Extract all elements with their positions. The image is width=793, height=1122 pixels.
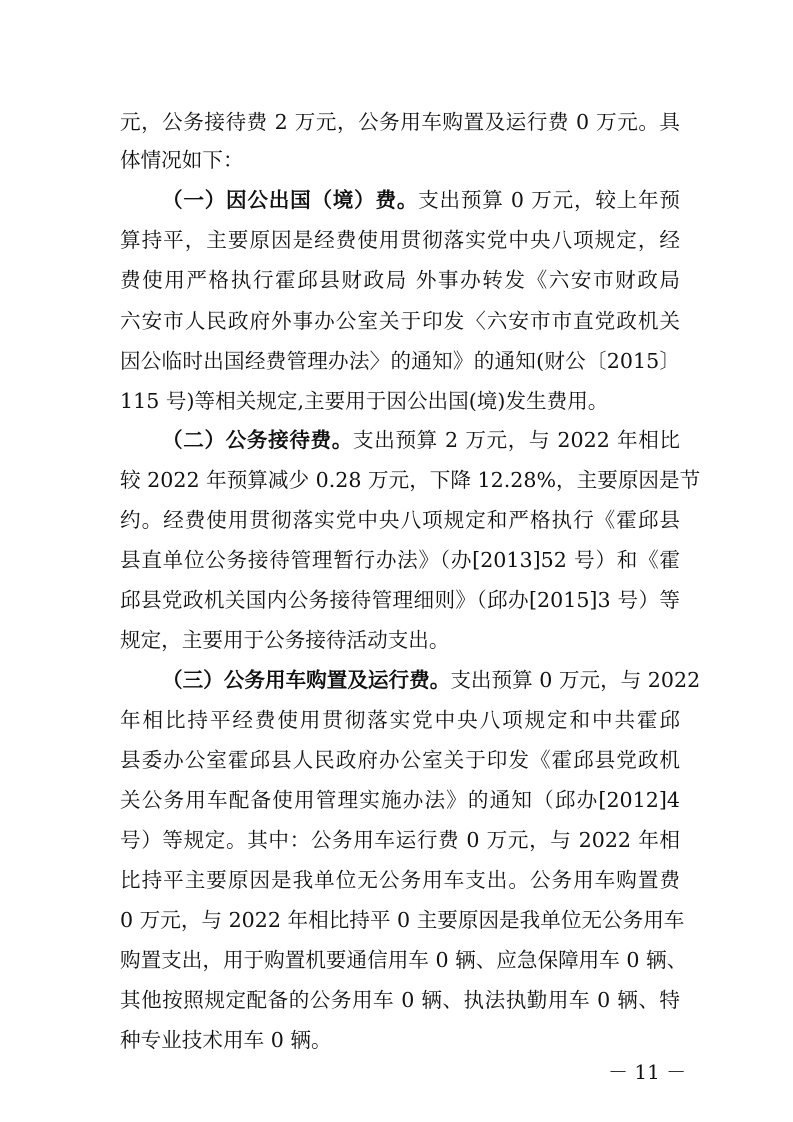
section-heading: （一）因公出国（境）费。 xyxy=(162,188,419,212)
body-line: 较 2022 年预算减少 0.28 万元，下降 12.28%，主要原因是节 xyxy=(120,468,701,492)
body-line: 115 号)等相关规定,主要用于因公出国(境)发生费用。 xyxy=(120,389,609,413)
body-line: 约。经费使用贯彻落实党中央八项规定和严格执行《霍邱县 xyxy=(120,508,680,532)
body-line: 0 万元，与 2022 年相比持平 0 主要原因是我单位无公务用车 xyxy=(120,908,685,932)
body-line: 规定，主要用于公务接待活动支出。 xyxy=(120,628,450,652)
body-line: 号）等规定。其中：公务用车运行费 0 万元，与 2022 年相 xyxy=(120,828,680,852)
body-line: 其他按照规定配备的公务用车 0 辆、执法执勤用车 0 辆、特 xyxy=(120,988,680,1012)
body-line: 关公务用车配备使用管理实施办法》的通知（邱办[2012]4 xyxy=(120,788,680,812)
page-number: － 11 － xyxy=(608,1060,687,1084)
body-line: 元，公务接待费 2 万元，公务用车购置及运行费 0 万元。具 xyxy=(120,110,680,134)
body-line: 年相比持平经费使用贯彻落实党中央八项规定和中共霍邱 xyxy=(120,708,680,732)
section-heading: （二）公务接待费。 xyxy=(162,428,353,452)
section-heading: （三）公务用车购置及运行费。 xyxy=(162,668,451,692)
body-line: 购置支出，用于购置机要通信用车 0 辆、应急保障用车 0 辆、 xyxy=(120,948,688,972)
body-line: 邱县党政机关国内公务接待管理细则》（邱办[2015]3 号）等 xyxy=(120,588,680,612)
body-line: 因公临时出国经费管理办法〉的通知》的通知(财公〔2015〕 xyxy=(120,349,680,373)
body-line: 六安市人民政府外事办公室关于印发〈六安市市直党政机关 xyxy=(120,309,680,333)
body-line: 费使用严格执行霍邱县财政局 外事办转发《六安市财政局 xyxy=(120,268,680,292)
section-3-first-line: （三）公务用车购置及运行费。支出预算 0 万元，与 2022 xyxy=(162,668,701,692)
body-line: 体情况如下： xyxy=(120,148,244,172)
body-line: 算持平，主要原因是经费使用贯彻落实党中央八项规定，经 xyxy=(120,228,680,252)
section-2-first-line: （二）公务接待费。支出预算 2 万元，与 2022 年相比 xyxy=(162,428,681,452)
section-1-first-line: （一）因公出国（境）费。支出预算 0 万元，较上年预 xyxy=(162,188,680,212)
body-line: 种专业技术用车 0 辆。 xyxy=(120,1028,332,1052)
body-line: 比持平主要原因是我单位无公务用车支出。公务用车购置费 xyxy=(120,868,680,892)
body-line: 县直单位公务接待管理暂行办法》（办[2013]52 号）和《霍 xyxy=(120,548,680,572)
body-line: 县委办公室霍邱县人民政府办公室关于印发《霍邱县党政机 xyxy=(120,748,680,772)
